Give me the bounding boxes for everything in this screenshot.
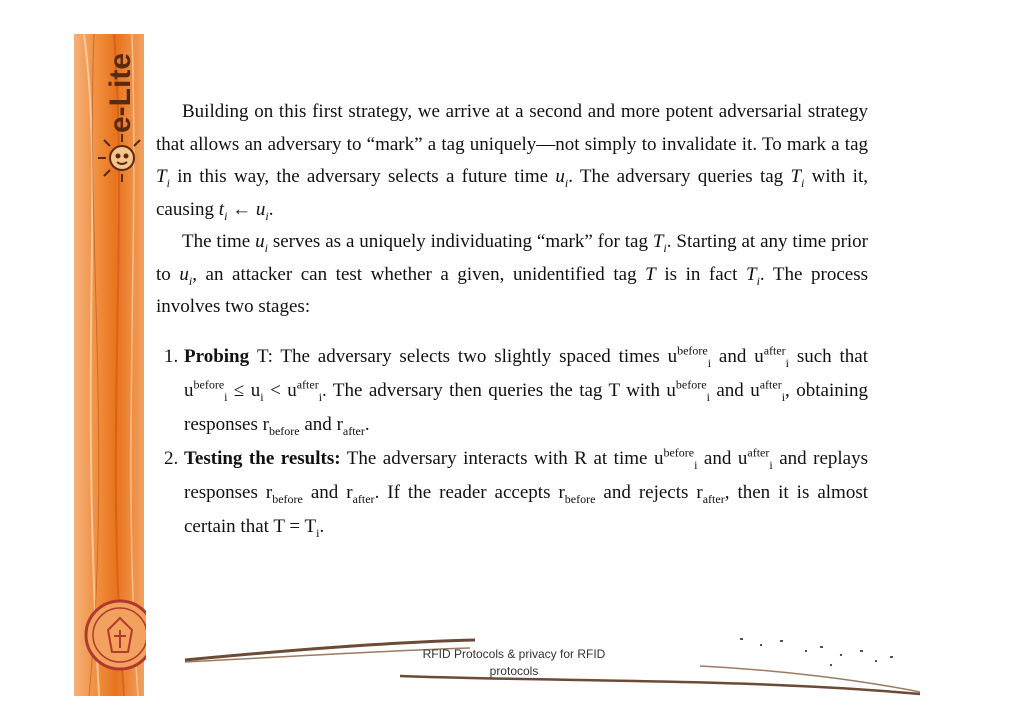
slide-footer <box>400 646 628 680</box>
text-segment: u <box>255 198 266 220</box>
text-segment: i <box>316 525 320 540</box>
text-segment: i <box>801 175 805 190</box>
text-segment: u <box>667 346 678 367</box>
text-segment: such that <box>789 346 868 367</box>
stages-list <box>156 340 868 544</box>
footer-line-1: RFID Protocols & privacy for RFID <box>422 647 606 661</box>
text-segment: after <box>747 445 770 460</box>
text-segment: and <box>697 448 738 469</box>
text-segment: after <box>296 377 319 392</box>
text-segment: . <box>364 414 370 435</box>
text-segment: before <box>272 491 303 506</box>
text-segment: . <box>268 198 274 220</box>
text-segment: i <box>663 240 667 255</box>
text-segment: T <box>652 231 664 252</box>
text-segment: and <box>302 482 347 503</box>
text-segment: u <box>750 380 760 401</box>
text-segment: u <box>250 380 261 401</box>
text-segment: serves as a uniquely individuating “mark” for tag <box>267 231 653 252</box>
list-title: Probing <box>184 346 257 367</box>
text-segment: at time <box>586 448 654 469</box>
text-segment: with <box>619 380 667 401</box>
list-number: 2. <box>164 448 179 469</box>
text-segment: . The adversary then queries the tag <box>322 380 609 401</box>
text-segment: T <box>273 516 285 537</box>
text-segment: i <box>260 389 264 404</box>
text-segment: i <box>756 273 760 288</box>
text-segment: i <box>769 457 773 472</box>
text-segment: . Starting at any time prior to <box>156 231 868 285</box>
text-segment: The adversary interacts with <box>340 448 575 469</box>
text-segment: Building on this first strategy, we arrive at a second and more potent adversarial strategy that allows an adversary to “mark” a tag uniquely—not simply to invalidate it. To mark a tag <box>156 101 868 155</box>
text-segment: u <box>184 380 194 401</box>
list-title: Testing the results: <box>184 448 341 469</box>
text-segment: r <box>346 482 353 503</box>
university-seal-icon <box>80 590 146 680</box>
text-segment: after <box>342 423 365 438</box>
text-segment: T <box>790 166 802 187</box>
text-segment: and rejects <box>595 482 697 503</box>
text-segment: : The adversary selects two slightly spaced times <box>267 346 668 367</box>
text-segment: i <box>265 208 269 223</box>
text-segment: before <box>193 377 225 392</box>
text-segment: ← <box>227 198 256 220</box>
elite-logo <box>96 45 140 135</box>
text-segment: i <box>264 240 268 255</box>
text-segment: r <box>558 482 565 503</box>
text-segment: = <box>284 516 305 537</box>
text-segment: after <box>763 343 786 358</box>
text-segment: is in fact <box>655 263 746 285</box>
text-segment: . The process involves two stages: <box>156 263 868 317</box>
svg-text:e-Lite: e-Lite <box>104 52 137 133</box>
text-segment: u <box>287 380 297 401</box>
text-segment: u <box>737 448 748 469</box>
text-segment: in this way, the adversary selects a future time <box>169 166 556 187</box>
list-item <box>156 442 868 544</box>
text-segment: u <box>754 346 764 367</box>
text-segment: before <box>677 343 708 358</box>
footer-line-2: protocols <box>489 664 539 678</box>
text-segment: u <box>666 380 676 401</box>
text-segment: T <box>645 263 656 285</box>
text-segment: after <box>352 491 375 506</box>
text-segment: u <box>255 231 265 252</box>
text-segment: i <box>781 389 786 404</box>
text-segment: before <box>268 423 300 438</box>
text-segment: before <box>564 491 596 506</box>
text-segment: . <box>319 516 325 537</box>
text-segment: u <box>555 166 565 187</box>
text-segment: i <box>188 273 193 288</box>
text-segment: u <box>653 448 664 469</box>
text-segment: T <box>304 516 317 537</box>
text-segment: i <box>318 389 323 404</box>
text-segment: . The adversary queries tag <box>568 166 791 187</box>
text-segment: T <box>608 380 620 401</box>
text-segment: i <box>694 457 698 472</box>
text-segment: and <box>711 346 755 367</box>
text-segment: i <box>224 208 228 223</box>
text-segment: r <box>265 482 273 503</box>
text-segment: i <box>706 389 710 404</box>
text-segment: i <box>785 355 790 370</box>
text-segment: with it, causing <box>156 166 868 220</box>
text-segment: and <box>709 380 751 401</box>
text-segment: . If the reader accepts <box>374 482 559 503</box>
text-segment: R <box>574 448 587 469</box>
text-segment: r <box>262 414 269 435</box>
text-segment: The time <box>182 231 256 252</box>
text-segment: T <box>256 346 268 367</box>
text-segment: and replays responses <box>184 448 869 503</box>
text-segment: , then it is almost certain that <box>184 482 868 537</box>
text-segment: after <box>759 377 782 392</box>
text-segment: r <box>696 482 703 503</box>
text-segment: after <box>702 491 725 506</box>
text-segment: r <box>336 414 343 435</box>
text-segment: i <box>707 355 712 370</box>
text-segment: , an attacker can test whether a given, unidentified tag <box>192 263 646 285</box>
text-segment: u <box>179 263 189 285</box>
text-segment: t <box>218 198 225 220</box>
text-segment: i <box>224 389 228 404</box>
paragraph <box>156 226 868 324</box>
paragraph <box>156 96 868 226</box>
text-segment: , obtaining responses <box>184 380 868 435</box>
sun-mascot-icon <box>94 128 144 184</box>
body-text <box>156 96 868 324</box>
list-item <box>156 340 868 442</box>
text-segment: < <box>263 380 288 401</box>
text-segment: before <box>663 445 695 460</box>
text-segment: before <box>675 377 707 392</box>
text-segment: i <box>166 175 170 190</box>
text-segment: i <box>564 175 569 190</box>
text-segment: T <box>156 166 167 187</box>
text-segment: and <box>299 414 337 435</box>
list-number: 1. <box>164 346 179 367</box>
text-segment: T <box>745 263 757 285</box>
list-body <box>184 343 868 438</box>
text-segment: ≤ <box>227 380 251 401</box>
